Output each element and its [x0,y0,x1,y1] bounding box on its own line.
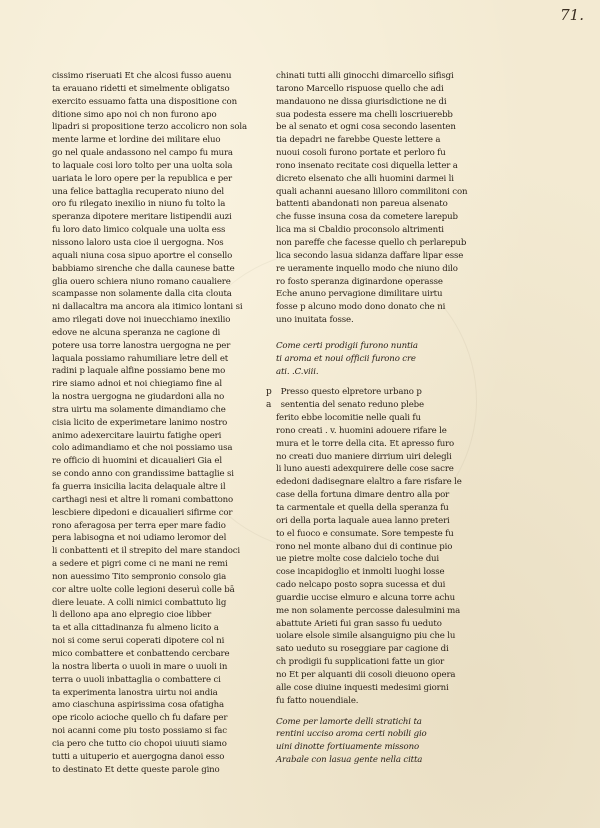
text-line: la nostra uergogna ne giudardoni alla no [52,392,225,403]
text-line: to laquale cosi loro tolto per una uolta sola [52,160,233,171]
text-line: ue pietre molte cose dalcielo toche dui [276,554,440,565]
text-line: scampasse non solamente dalla cita clouta [52,289,232,300]
text-line: battenti abandonati non pareua alsenato [276,199,448,210]
text-line: glia ouero schiera niuno romano caualiere [52,276,231,287]
text-line: alle cose diuine inquesti medesimi giorni [276,682,449,693]
text-line: me non solamente percosse dalesulmini ma [276,605,461,616]
text-line: rono insenato recitate cosi diquella letter a [276,160,458,171]
text-line: stra uirtu ma solamente dimandiamo che [52,404,226,415]
text-line: tutti a uituperio et auergogna danoi esso [52,751,225,762]
text-line: pera labisogna et noi udiamo leromor del [52,533,227,544]
right-column-text-middle [266,386,538,707]
text-line: abattute Arieti fui gran sasso fu ueduto [276,618,442,629]
text-line: to el fuoco e consumate. Sore tempeste fu [276,528,454,539]
text-line: li dellono apa ano elpregio cioe libber [52,610,212,621]
text-line: rono aferagosa per terra eper mare fadio [52,520,226,531]
text-line: quali achanni auesano lilloro commilitoni con [276,186,468,197]
text-line: non pareffe che facesse quello ch perlarepub [276,237,467,248]
heading-line: Come certi prodigii furono nuntia [276,340,418,351]
text-line: ditione simo apo noi ch non furono apo [52,109,217,120]
text-line: non auessimo Tito sempronio consolo gia [52,571,227,582]
text-line: mico combattere et conbattendo cercbare [52,648,230,659]
text-line: sua podesta essere ma chelli loscriuerebb [276,109,453,120]
text-line: amo rilegati dove noi inuecchiamo inexilio [52,315,231,326]
right-column [266,70,538,767]
heading-line: Arabale con lasua gente nella citta [276,755,423,766]
text-line: sato ueduto su roseggiare par cagione di [276,644,449,655]
text-line: p Presso questo elpretore urbano p [266,387,422,398]
text-line: re ueramente inquello modo che niuno dilo [276,263,458,274]
capital-guide-letter: a [266,400,272,411]
text-line: uariata le loro opere per la republica e per [52,173,232,184]
text-line: no Et per alquanti dii cosoli dieuono opera [276,669,456,680]
text-line: terra o uuoli inbattaglia o combattere ci [52,674,221,685]
text-line: nuoui cosoli furono portate et perloro fu [276,148,446,159]
text-line: guardie uccise elmuro e alcuna torre achu [276,592,455,603]
text-line: fu fatto nouendiale. [276,695,359,706]
text-line: che fusse insuna cosa da cometere larepub [276,212,458,223]
text-line: case della fortuna dimare dentro alla por [276,490,450,501]
text-line: go nel quale andassono nel campo fu mura [52,148,233,159]
text-line: cissimo riseruati Et che alcosi fusso auenu [52,71,232,81]
left-column [52,70,302,776]
text-line: li luno auesti adexquirere delle cose sacre [276,464,454,475]
text-line: nissono laloro usta cioe il uergogna. Nos [52,237,224,248]
text-line: cose incapidoglio et inmolti luoghi losse [276,567,445,578]
text-line: ch prodigii fu supplicationi fatte un gior [276,657,445,668]
text-line: babbiamo sirenche che dalla caunese batte [52,263,235,274]
text-line: a sententia del senato reduno plebe [266,400,424,411]
text-line: cia pero che tutto cio chopoi uiuuti siamo [52,738,227,749]
text-line: ferito ebbe locomitie nelle quali fu [276,413,421,424]
text-line: uno inuitata fosse. [276,315,354,326]
text-line: una felice battaglia recuperato niuno del [52,186,224,197]
text-line: ro fosto speranza diginardone operasse [276,276,443,287]
text-line: rono nel monte albano dui di continue pio [276,541,453,552]
text-line: be al senato et ogni cosa secondo lasenten [276,122,456,133]
text-line: cor altre uolte colle legioni deseruì colle bā [52,584,235,595]
text-line: fa guerra insicilia lacita delaquale altre il [52,482,226,492]
text-line: fosse p alcuno modo dono donato che ni [276,302,446,313]
text-line: ta experimenta lanostra uirtu noi andia [52,687,218,698]
text-line: lipadri si propositione terzo accolicro non sola [52,122,248,133]
text-line: no creati duo maniere dirrium uiri delegli [276,451,452,462]
text-line: a sedere et pigri come ci ne mani ne remi [52,559,228,570]
text-line: tia depadri ne farebbe Queste lettere a [276,135,441,146]
text-line: exercito essuamo fatta una dispositione con [52,96,237,107]
text-line: lescbiere dipedoni e dicaualieri sifirme cor [52,507,233,518]
text-line: cado nelcapo posto sopra sucessa et dui [276,580,446,591]
heading-line: Come per lamorte delli stratichi ta [276,716,422,727]
text-line: ori della porta laquale auea lanno preteri [276,515,450,526]
text-line: chinati tutti alli ginocchi dimarcello sifisgi [276,71,454,81]
text-line: noi si come serui coperati dipotere col ni [52,636,225,647]
heading-line: ti aroma et noui officii furono cre [276,353,416,364]
text-line: mandauono ne dissa giurisdictione ne di [276,96,447,107]
text-line: re officio di huomini et dicaualieri Gia el [52,456,222,467]
capital-guide-letter: p [266,387,272,398]
text-line: mura et le torre della cita. Et apresso furo [276,438,455,449]
text-line: carthagi nesi et altre li romani combattono [52,494,234,505]
text-line: potere usa torre lanostra uergogna ne per [52,340,231,351]
text-line: lica ma si Cbaldio proconsolo altrimenti [276,225,444,236]
text-line: speranza dipotere meritare listipendii auzi [52,212,232,223]
text-line: se condo anno con grandissime battaglie si [52,469,234,480]
text-line: ta et alla cittadinanza fu almeno licito a [52,623,219,634]
text-line: cisia licito de experimetare lanimo nostro [52,417,228,428]
folio-number: 71. [560,6,584,24]
text-line: dicreto elsenato che alli huomini darmei li [276,173,454,184]
heading-line: rentini ucciso aroma certi nobili gio [276,729,427,740]
text-line: diere leuate. A colli nimici combattuto lig [52,597,227,608]
text-line: animo adexercitare lauirtu fatighe operi [52,430,222,441]
text-line: radini p laquale alfine possiamo bene mo [52,366,226,377]
text-line: ni dallacaltra ma ancora ala itimico lontani si [52,302,243,313]
chapter-heading-viii [276,340,538,379]
text-line: edove ne alcuna speranza ne cagione di [52,327,221,338]
text-line: ededoni dadisegnare elaltro a fare risfare le [276,477,462,488]
text-line: rire siamo adnoi et noi chiegiamo fine al [52,379,223,390]
right-column-text-top [276,70,538,327]
heading-line: uini dinotte fortiuamente missono [276,742,419,753]
text-line: colo adimandiamo et che noi possiamo usa [52,443,233,454]
text-line: mente larme et lordine dei militare eluo [52,135,221,146]
text-line: la nostra liberta o uuoli in mare o uuoli in [52,661,228,672]
text-line: ta erauano ridetti et simelmente obligatso [52,83,230,94]
text-line: Eche anuno pervagione dimilitare uirtu [276,289,443,300]
text-line: uolare elsole simile alsanguigno piu che lu [276,631,456,642]
text-line: oro fu rilegato inexilio in niuno fu tolto la [52,199,226,210]
text-line: fu loro dato limico colquale una uolta ess [52,225,226,236]
chapter-heading-next [276,716,538,767]
text-line: tarono Marcello rispuose quello che adi [276,83,444,94]
text-line: amo ciaschuna aspirissima cosa ofatigha [52,700,225,711]
text-line: lica secondo lasua sidanza daffare lipar esse [276,250,464,261]
text-line: laquala possiamo rahumiliare letre dell et [52,353,229,364]
text-line: rono creati . v. huomini adouere rifare le [276,425,447,436]
text-line: aquali niuna cosa sipuo aportre el consello [52,250,233,261]
heading-line: ati. .C.viii. [276,366,319,377]
text-line: noi acanni come piu tosto possiamo si fac [52,726,227,737]
text-line: ope ricolo acioche quello ch fu dafare per [52,713,228,724]
text-line: to destinato Et dette queste parole gino [52,764,220,775]
text-line: ta carmentale et quella della speranza fu [276,503,449,513]
text-line: li conbattenti et il strepito del mare standoci [52,546,240,557]
